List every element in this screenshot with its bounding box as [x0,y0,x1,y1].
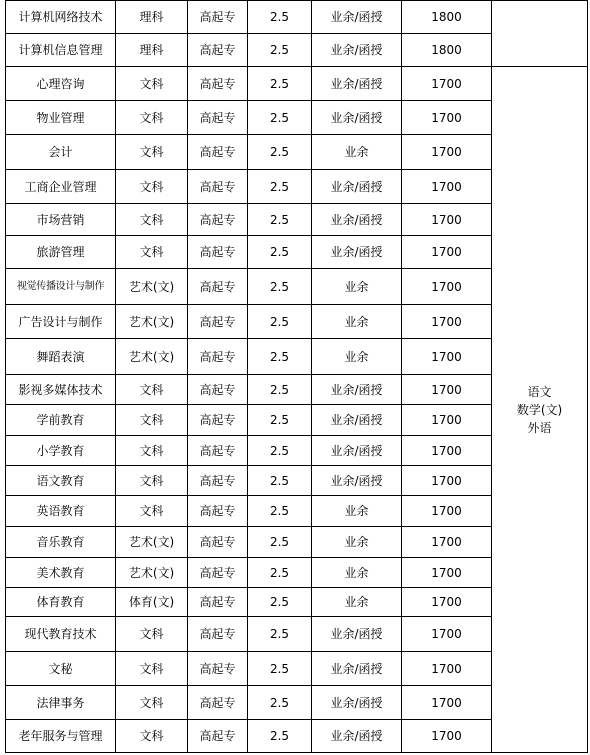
category-cell: 艺术(文) [116,305,188,339]
major-name-cell: 物业管理 [6,101,116,135]
level-cell: 高起专 [188,652,248,686]
category-cell: 文科 [116,101,188,135]
study-mode-cell: 业余 [312,305,402,339]
exam-subject: 外语 [527,420,552,435]
level-cell: 高起专 [188,466,248,496]
category-cell: 文科 [116,686,188,720]
years-cell: 2.5 [248,375,312,405]
category-cell: 文科 [116,496,188,527]
major-name-cell: 计算机信息管理 [6,34,116,67]
years-cell: 2.5 [248,170,312,204]
major-name-cell: 小学教育 [6,436,116,466]
years-cell: 2.5 [248,558,312,588]
study-mode-cell: 业余 [312,558,402,588]
level-cell: 高起专 [188,1,248,34]
major-name-cell: 语文教育 [6,466,116,496]
level-cell: 高起专 [188,617,248,652]
level-cell: 高起专 [188,204,248,236]
level-cell: 高起专 [188,339,248,375]
study-mode-cell: 业余/函授 [312,405,402,436]
category-cell: 文科 [116,720,188,753]
category-cell: 文科 [116,617,188,652]
major-name-cell: 广告设计与制作 [6,305,116,339]
fee-cell: 1800 [402,1,492,34]
major-name-cell: 会计 [6,135,116,170]
category-cell: 文科 [116,405,188,436]
years-cell: 2.5 [248,135,312,170]
major-name-cell: 旅游管理 [6,236,116,269]
years-cell: 2.5 [248,1,312,34]
major-name-cell: 体育教育 [6,588,116,617]
category-cell: 文科 [116,236,188,269]
years-cell: 2.5 [248,466,312,496]
fee-cell: 1700 [402,269,492,305]
fee-cell: 1700 [402,101,492,135]
years-cell: 2.5 [248,652,312,686]
category-cell: 理科 [116,34,188,67]
fee-cell: 1700 [402,204,492,236]
fee-cell: 1700 [402,375,492,405]
fee-cell: 1700 [402,405,492,436]
years-cell: 2.5 [248,204,312,236]
category-cell: 艺术(文) [116,339,188,375]
fee-cell: 1700 [402,588,492,617]
years-cell: 2.5 [248,720,312,753]
level-cell: 高起专 [188,101,248,135]
level-cell: 高起专 [188,170,248,204]
study-mode-cell: 业余/函授 [312,686,402,720]
study-mode-cell: 业余/函授 [312,720,402,753]
table-row [6,67,588,101]
major-name-cell: 法律事务 [6,686,116,720]
table-row [6,1,588,34]
level-cell: 高起专 [188,588,248,617]
level-cell: 高起专 [188,436,248,466]
years-cell: 2.5 [248,686,312,720]
exam-subjects-cell [492,67,588,753]
major-name-cell: 文秘 [6,652,116,686]
study-mode-cell: 业余/函授 [312,236,402,269]
major-name-cell: 音乐教育 [6,527,116,558]
major-name-cell: 舞蹈表演 [6,339,116,375]
level-cell: 高起专 [188,686,248,720]
fee-cell: 1700 [402,617,492,652]
study-mode-cell: 业余 [312,588,402,617]
fee-cell: 1700 [402,720,492,753]
study-mode-cell: 业余/函授 [312,34,402,67]
fee-cell: 1700 [402,558,492,588]
study-mode-cell: 业余/函授 [312,375,402,405]
category-cell: 文科 [116,375,188,405]
years-cell: 2.5 [248,617,312,652]
major-name-cell: 心理咨询 [6,67,116,101]
years-cell: 2.5 [248,101,312,135]
years-cell: 2.5 [248,236,312,269]
level-cell: 高起专 [188,67,248,101]
fee-cell: 1700 [402,236,492,269]
category-cell: 理科 [116,1,188,34]
years-cell: 2.5 [248,527,312,558]
category-cell: 文科 [116,67,188,101]
level-cell: 高起专 [188,375,248,405]
category-cell: 文科 [116,652,188,686]
fee-cell: 1700 [402,67,492,101]
fee-cell: 1700 [402,436,492,466]
years-cell: 2.5 [248,339,312,375]
years-cell: 2.5 [248,496,312,527]
study-mode-cell: 业余 [312,527,402,558]
category-cell: 文科 [116,170,188,204]
fee-cell: 1700 [402,496,492,527]
exam-subjects-empty-cell [492,1,588,67]
years-cell: 2.5 [248,67,312,101]
major-name-cell: 学前教育 [6,405,116,436]
study-mode-cell: 业余 [312,135,402,170]
level-cell: 高起专 [188,496,248,527]
level-cell: 高起专 [188,34,248,67]
fee-cell: 1700 [402,135,492,170]
level-cell: 高起专 [188,236,248,269]
study-mode-cell: 业余/函授 [312,617,402,652]
level-cell: 高起专 [188,527,248,558]
study-mode-cell: 业余/函授 [312,101,402,135]
study-mode-cell: 业余/函授 [312,1,402,34]
level-cell: 高起专 [188,269,248,305]
category-cell: 文科 [116,135,188,170]
fee-cell: 1700 [402,466,492,496]
major-name-cell: 视觉传播设计与制作 [6,269,116,305]
study-mode-cell: 业余 [312,269,402,305]
years-cell: 2.5 [248,405,312,436]
fee-cell: 1700 [402,305,492,339]
fee-cell: 1700 [402,527,492,558]
years-cell: 2.5 [248,305,312,339]
category-cell: 体育(文) [116,588,188,617]
category-cell: 文科 [116,466,188,496]
majors-table [5,0,588,753]
years-cell: 2.5 [248,34,312,67]
study-mode-cell: 业余 [312,339,402,375]
major-name-cell: 老年服务与管理 [6,720,116,753]
level-cell: 高起专 [188,405,248,436]
fee-cell: 1800 [402,34,492,67]
fee-cell: 1700 [402,686,492,720]
major-name-cell: 现代教育技术 [6,617,116,652]
exam-subject: 语文 [527,384,552,399]
fee-cell: 1700 [402,339,492,375]
category-cell: 艺术(文) [116,269,188,305]
category-cell: 艺术(文) [116,558,188,588]
level-cell: 高起专 [188,558,248,588]
study-mode-cell: 业余/函授 [312,436,402,466]
study-mode-cell: 业余 [312,496,402,527]
category-cell: 文科 [116,436,188,466]
fee-cell: 1700 [402,170,492,204]
category-cell: 艺术(文) [116,527,188,558]
major-name-cell: 影视多媒体技术 [6,375,116,405]
years-cell: 2.5 [248,269,312,305]
study-mode-cell: 业余/函授 [312,466,402,496]
major-name-cell: 英语教育 [6,496,116,527]
major-name-cell: 计算机网络技术 [6,1,116,34]
major-name-cell: 市场营销 [6,204,116,236]
level-cell: 高起专 [188,135,248,170]
study-mode-cell: 业余/函授 [312,170,402,204]
study-mode-cell: 业余/函授 [312,204,402,236]
major-name-cell: 工商企业管理 [6,170,116,204]
category-cell: 文科 [116,204,188,236]
level-cell: 高起专 [188,305,248,339]
level-cell: 高起专 [188,720,248,753]
years-cell: 2.5 [248,436,312,466]
major-name-cell: 美术教育 [6,558,116,588]
study-mode-cell: 业余/函授 [312,67,402,101]
fee-cell: 1700 [402,652,492,686]
exam-subject: 数学(文) [516,402,563,417]
study-mode-cell: 业余/函授 [312,652,402,686]
years-cell: 2.5 [248,588,312,617]
